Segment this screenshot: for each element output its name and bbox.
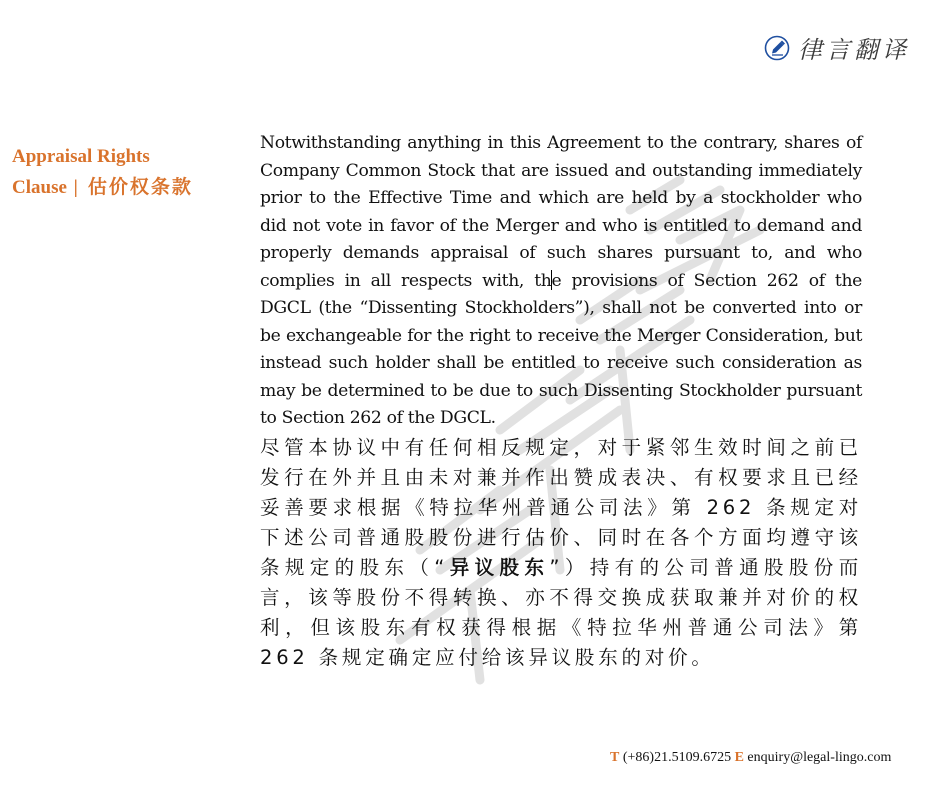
footer-contact <box>610 750 891 766</box>
brand-logo <box>764 30 910 65</box>
email-label: E <box>734 750 744 765</box>
clause-title-en-line1: Appraisal Rights <box>12 146 150 167</box>
english-paragraph[interactable] <box>260 130 862 433</box>
chinese-text-part1: 尽管本协议中有任何相反规定，对于紧邻生效时间之前已发行在外并且由未对兼并作出赞成表决、有权要求且已经妥善要求根据《特拉华州普通公司法》第 262 条规定对下述公司普通股股份进行估价、同时在各个方面均遵守该条规定的股东（“ <box>260 435 862 579</box>
brand-name: 律言翻译 <box>798 36 910 64</box>
phone-number[interactable]: (+86)21.5109.6725 <box>622 750 732 765</box>
phone-label: T <box>610 750 620 765</box>
chinese-text-part2: ”）持有的公司普通股股份而言，该等股份不得转换、亦不得交换成获取兼并对价的权利，但该股东有权获得根据《特拉华州普通公司法》第 262 条规定确定应付给该异议股东的对价。 <box>260 555 862 669</box>
clause-body <box>260 130 862 673</box>
title-separator: | <box>73 177 78 198</box>
email-address[interactable]: enquiry@legal-lingo.com <box>747 750 892 765</box>
english-text-part2: e provisions of Section 262 of the DGCL (the “Dissenting Stockholders”), shall not be converted into or be exchangeable for the right to receive the Merger Consideration, but instead such holder shall be entitled to receive such consideration as may be determined to be due to such Dissenting Stockholder pursuant to Section 262 of the DGCL. <box>260 270 862 428</box>
chinese-paragraph[interactable] <box>260 433 862 673</box>
chinese-bold-term: 异议股东 <box>448 555 550 579</box>
clause-title-line2 <box>12 172 242 203</box>
clause-title <box>12 141 242 203</box>
pen-circle-icon <box>764 35 790 61</box>
clause-title-en-line2: Clause <box>12 177 67 198</box>
clause-title-zh: 估价权条款 <box>87 176 193 198</box>
english-text-part1: Notwithstanding anything in this Agreement to the contrary, shares of Company Common Stock that are issued and outstanding immediately prior to the Effective Time and which are held by a stockholder who did not vote in favor of the Merger and who is entitled to demand and properly demands appraisal of such shares pursuant to, and who complies in all respects with, th <box>260 133 862 291</box>
